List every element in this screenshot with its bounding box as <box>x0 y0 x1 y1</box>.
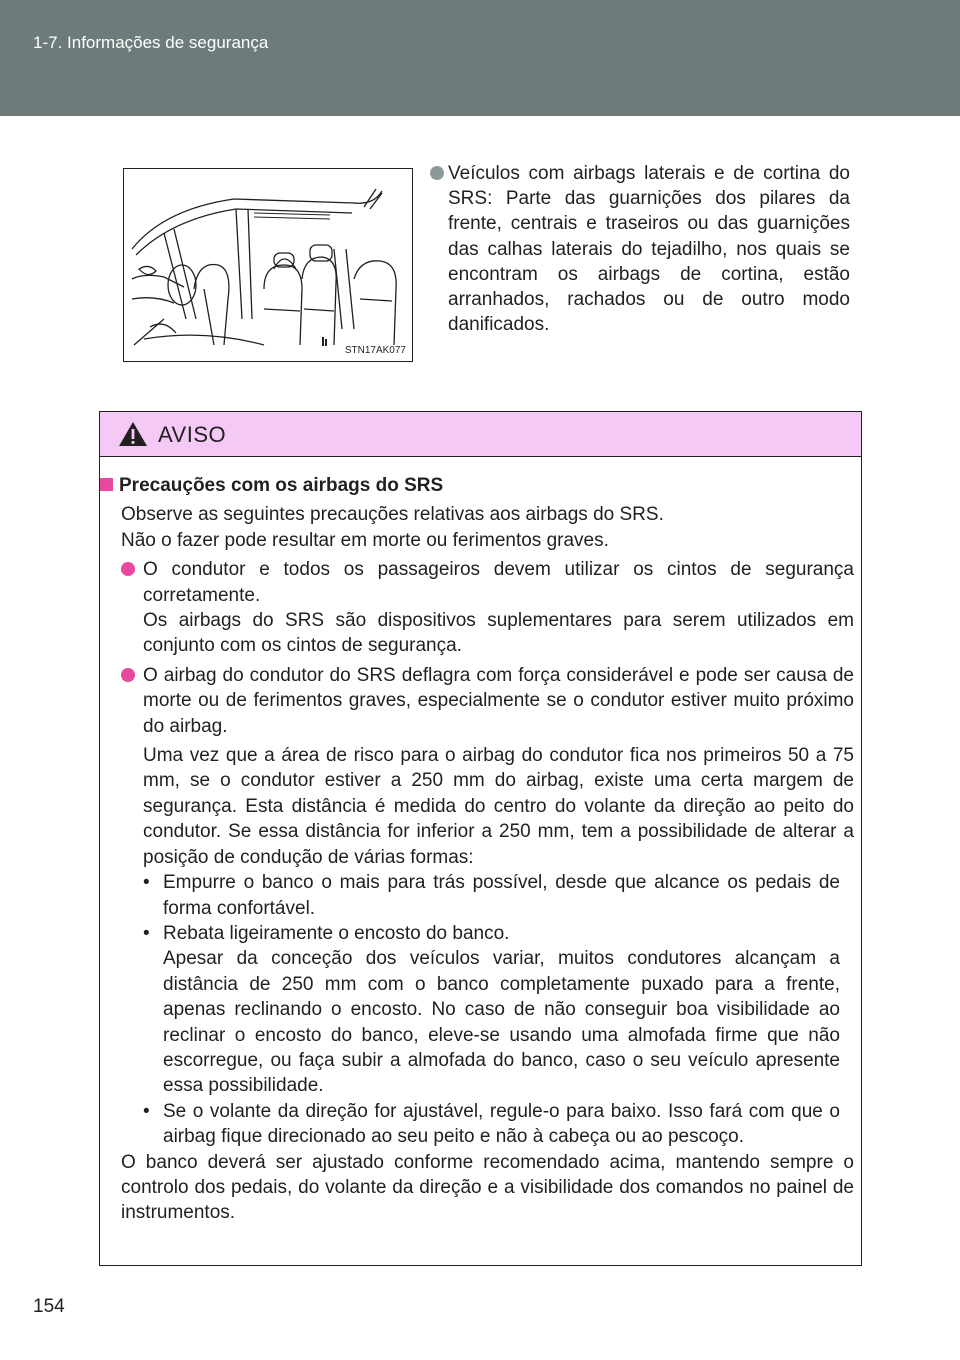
bullet-dot-icon <box>121 668 135 682</box>
bullet-subtext: Os airbags do SRS são dispositivos suplementares para serem utilizados em conjunto com os cintos de segurança. <box>143 610 854 657</box>
warning-body <box>121 473 854 1226</box>
top-item-text: Veículos com airbags laterais e de cortina do SRS: Parte das guarnições dos pilares da frente, centrais e traseiros ou das guarnições das calhas laterais do tejadilho, nos quais se encontram os airbags de cortina, estão arranhados, rachados ou de outro modo danificados. <box>448 163 850 336</box>
section-title: 1-7. Informações de segurança <box>33 33 269 52</box>
intro-text: Observe as seguintes precauções relativas aos airbags do SRS. <box>121 504 664 526</box>
warning-header <box>100 412 861 457</box>
sub-bullet-mark: • <box>143 1100 150 1122</box>
warning-heading <box>100 473 854 498</box>
sub-item-subtext: Apesar da conceção dos veículos variar, muitos condutores alcançam a distância de 250 mm com o banco completamente puxado para a frente, apenas reclinando o encosto. No caso de não conseguir boa visibilidade ao reclinar o encosto do banco, eleve-se usando uma almofada firme que não escorregue, ou faça subir a almofada do banco, caso o seu veículo apresente essa possibilidade. <box>163 948 840 1097</box>
sub-list-item <box>121 921 854 1099</box>
page-number: 154 <box>33 1296 65 1317</box>
warning-heading-text: Precauções com os airbags do SRS <box>119 475 444 496</box>
square-bullet-icon <box>100 478 113 491</box>
sub-bullet-mark: • <box>143 872 150 894</box>
warning-box <box>99 411 862 1266</box>
warning-label: AVISO <box>158 422 227 447</box>
sub-bullet-mark: • <box>143 922 150 944</box>
list-item <box>121 557 854 659</box>
sub-item-text: Empurre o banco o mais para trás possível, desde que alcance os pedais de forma confortável. <box>163 872 840 919</box>
bullet-dot-icon <box>121 562 135 576</box>
sub-item-text: Rebata ligeiramente o encosto do banco. <box>163 922 510 944</box>
list-item <box>121 663 854 870</box>
closing-text: O banco deverá ser ajustado conforme recomendado acima, mantendo sempre o controlo dos pedais, do volante da direção e a visibilidade dos comandos no painel de instrumentos. <box>121 1151 854 1224</box>
intro-text: Não o fazer pode resultar em morte ou ferimentos graves. <box>121 529 609 551</box>
sub-list-item <box>121 870 854 921</box>
bullet-text: O condutor e todos os passageiros devem utilizar os cintos de segurança corretamente. <box>143 559 854 606</box>
page-header <box>0 0 960 116</box>
list-item <box>448 161 850 337</box>
sub-item-text: Se o volante da direção for ajustável, regule-o para baixo. Isso fará com que o airbag fique direcionado ao seu peito e não à cabeça ou ao pescoço. <box>163 1100 840 1148</box>
vehicle-interior-illustration <box>123 168 413 362</box>
warning-triangle-icon <box>118 421 148 447</box>
sub-list-item <box>121 1099 854 1150</box>
bullet-subtext: Uma vez que a área de risco para o airbag do condutor fica nos primeiros 50 a 75 mm, se o condutor estiver a 250 mm do airbag, existe uma certa margem de segurança. Esta distância é medida do centro do volante da direção ao peito do condutor. Se essa distância for inferior a 250 mm, tem a possibilidade de alterar a posição de condução de várias formas: <box>143 745 854 868</box>
bullet-text: O airbag do condutor do SRS deflagra com força considerável e pode ser causa de morte ou de ferimentos graves, especialmente se o condutor estiver muito próximo do airbag. <box>143 664 854 737</box>
bullet-dot-icon <box>430 166 444 180</box>
airbag-illustration-drawing <box>124 169 412 361</box>
illustration-code: STN17AK077 <box>344 345 406 356</box>
